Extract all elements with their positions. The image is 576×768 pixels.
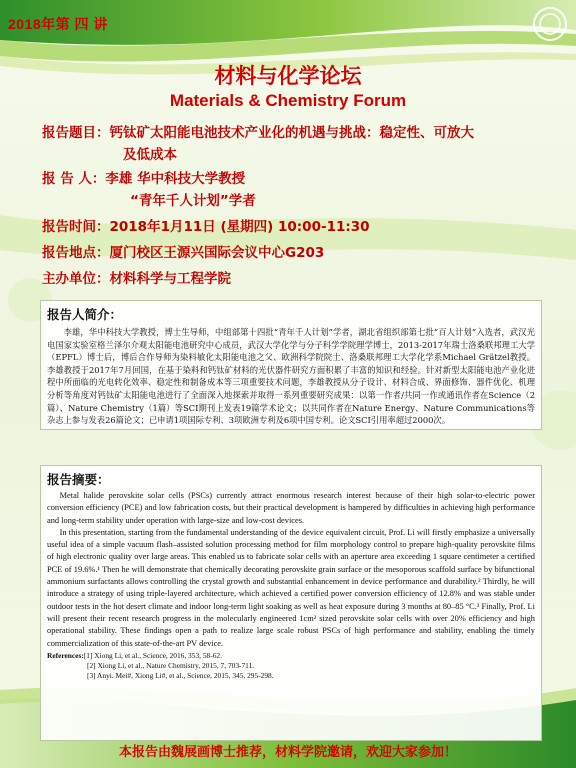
topic-row xyxy=(42,122,542,144)
place-row xyxy=(42,242,542,264)
time-row xyxy=(42,216,542,238)
bio-text: 李雄，华中科技大学教授，博士生导师，中组部第十四批“青年千人计划”学者，湖北省组织部第七批“百人计划”入选者，武汉光电国家实验室格兰泽尔介观太阳能电池研究中心成员，武汉大学化学与分子科学学院理学博士，2013-2017年瑞士洛桑联邦理工大学（EPFL）博士后，博后合作导师为染料敏化太阳能电池之父、欧洲科学院院士、洛桑联邦理工大学化学系Michael Grätzel教授。李雄教授于2017年7月回国，在基于染料和钙钛矿材料的光伏器件研究方面积累了丰富的知识和经验。针对新型太阳能电池产业化进程中所面临的光电转化效率、稳定性和制备成本等三项重要技术问题，李雄教授从分子设计、材料合成、界面修饰、器件优化、机理分析等角度对钙钛矿太阳能电池进行了全面深入地探索并取得一系列重要研究成果：以第一作者/共同一作或通讯作者在Science（2篇）、Nature Chemistry（1篇）等SCI期刊上发表19篇学术论文；以共同作者在Nature Energy、Nature Communications等杂志上参与发表26篇论文；已申请1项国际专利、3项欧洲专利及6项中国专利。论文SCI引用率超过2000次。 xyxy=(47,327,535,426)
series-label: 2018年第 四 讲 xyxy=(8,16,108,32)
university-logo-icon xyxy=(532,6,568,42)
host-value: 材料科学与工程学院 xyxy=(109,271,231,287)
topic-row-2 xyxy=(42,144,542,166)
time-label: 报告时间： xyxy=(42,219,110,235)
speaker-row xyxy=(42,168,542,190)
abstract-box xyxy=(40,465,542,741)
time-value: 2018年1月11日 (星期四) 10:00-11:30 xyxy=(109,219,370,235)
speaker-bio-box xyxy=(40,300,542,430)
references xyxy=(47,651,535,681)
abstract-paragraph-1: Metal halide perovskite solar cells (PSCs) currently attract enormous research interest because of their high solar-to-electric power conversion efficiency (PCE) and low fabrication costs, but their practical development is hampered by difficulties in achieving high performance and long-term stability under operation with large-size and low-cost devices. xyxy=(47,491,535,525)
place-value: 厦门校区王源兴国际会议中心G203 xyxy=(109,245,325,261)
reference-2: [2] Xiong Li, et al., Nature Chemistry, 2015, 7, 703-711. xyxy=(87,660,255,670)
bio-heading: 报告人简介： xyxy=(47,307,123,322)
reference-1: [1] Xiong Li, et al., Science, 2016, 353, 58-62. xyxy=(83,650,222,660)
place-label: 报告地点： xyxy=(42,245,110,261)
speaker-title-row xyxy=(42,190,542,212)
topic-line1: 钙钛矿太阳能电池技术产业化的机遇与挑战：稳定性、可放大 xyxy=(109,125,474,141)
abstract-heading: 报告摘要： xyxy=(47,472,110,487)
speaker-name: 李雄 华中科技大学教授 xyxy=(105,171,246,187)
reference-3: [3] Anyi. Mei#, Xiong Li#, et al., Science, 2015, 345, 295-298. xyxy=(87,670,274,680)
forum-title-cn: 材料与化学论坛 xyxy=(214,64,362,88)
speaker-block xyxy=(42,168,542,212)
abstract-paragraph-2: In this presentation, starting from the fundamental understanding of the device equivalent circuit, Prof. Li will firstly emphasize a universally useful idea of a simple vacuum flash–assisted solution processing method for film morphology control to prepare high-quality perovskite films of high electronic quality over large areas. This enabled us to fabricate solar cells with an aperture area exceeding 1 square centimeter a certified PCE of 19.6%.¹ Then he will demonstrate that chemically decorating perovskite grain surface or the mesoporous scaffold surface by bifunctional ammonium surfactants allows controlling the crystal growth and substantial enhancement in device performance and durability.² Thirdly, he will introduce a strategy of using triple-layered architecture, which achieved a certified power conversion efficiency of 12.8% and was stable under outdoor tests in the hot desert climate and indoor long-term light soaking as well as heat exposure during 3 months at 80–85 °C.³ Finally, Prof. Li will present their recent research progress in the molecularly engineered 1cm² sized perovskite solar cells with over 20% efficiency and high operational stability. These findings open a path to realize large scale robust PSCs of high performance and stability, enabling the timely commercialization of this state-of-the-art PV device. xyxy=(47,527,535,648)
host-label: 主办单位： xyxy=(42,271,110,287)
topic-line2: 及低成本 xyxy=(123,147,177,163)
host-row xyxy=(42,268,542,290)
speaker-label: 报 告 人： xyxy=(42,171,106,187)
forum-title-en: Materials & Chemistry Forum xyxy=(169,91,407,110)
topic-label: 报告题目： xyxy=(42,125,110,141)
footer-invitation: 本报告由魏展画博士推荐，材料学院邀请，欢迎大家参加！ xyxy=(118,745,457,760)
speaker-title: “青年千人计划”学者 xyxy=(130,193,256,209)
reference-1-row xyxy=(47,651,535,661)
topic-block xyxy=(42,122,542,166)
references-label: References: xyxy=(47,650,84,660)
